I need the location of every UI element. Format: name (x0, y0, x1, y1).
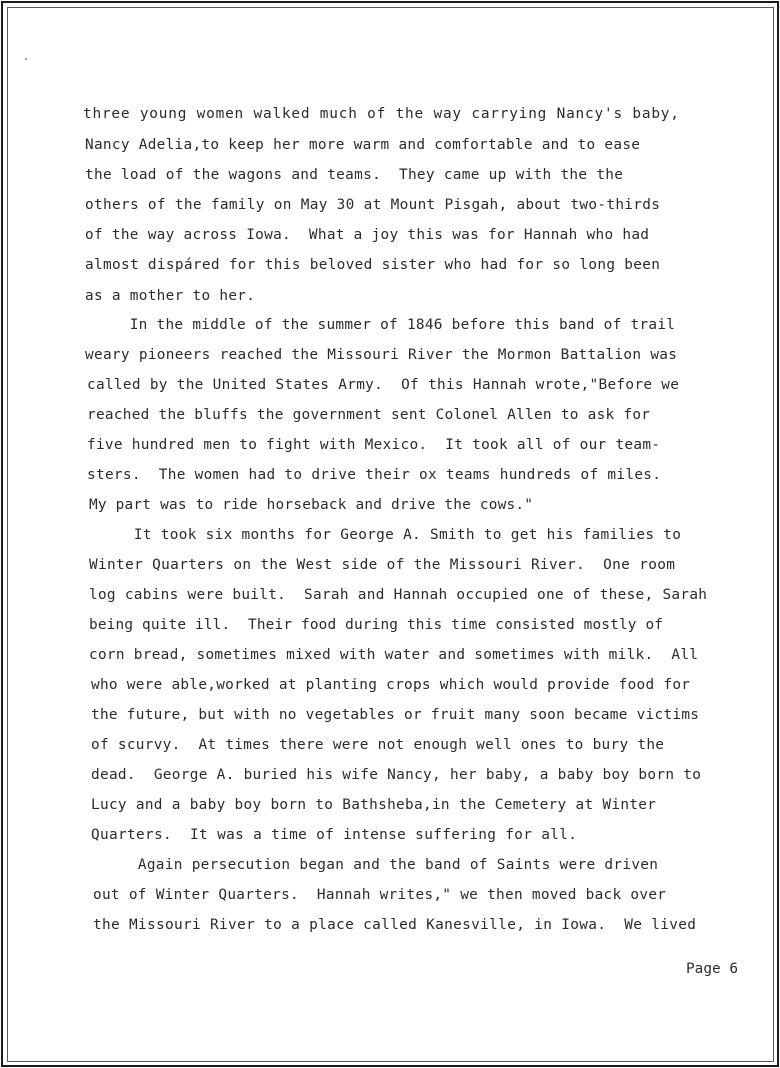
text-line: the Missouri River to a place called Kanesville, in Iowa. We lived (93, 917, 697, 933)
text-line: dead. George A. buried his wife Nancy, her baby, a baby boy born to (91, 767, 702, 783)
text-line: the load of the wagons and teams. They came up with the the (85, 167, 624, 183)
text-line: who were able,worked at planting crops which would provide food for (91, 677, 691, 693)
text-line: of the way across Iowa. What a joy this was for Hannah who had (85, 227, 650, 243)
text-line: Lucy and a baby boy born to Bathsheba,in the Cemetery at Winter (91, 797, 657, 813)
text-line: of scurvy. At times there were not enough well ones to bury the (91, 737, 665, 753)
text-line: Nancy Adelia,to keep her more warm and comfortable and to ease (85, 137, 641, 153)
page-number: Page 6 (686, 961, 738, 977)
text-line: out of Winter Quarters. Hannah writes," we then moved back over (93, 887, 667, 903)
text-line: log cabins were built. Sarah and Hannah occupied one of these, Sarah (89, 587, 708, 603)
text-line: the future, but with no vegetables or fruit many soon became victims (91, 707, 700, 723)
text-line: sters. The women had to drive their ox teams hundreds of miles. (87, 467, 662, 483)
text-line: almost dispáred for this beloved sister who had for so long been (85, 257, 661, 273)
text-line: weary pioneers reached the Missouri River the Mormon Battalion was (85, 347, 678, 363)
text-line: Again persecution began and the band of Saints were driven (93, 857, 659, 873)
text-line: five hundred men to fight with Mexico. It took all of our team- (87, 437, 661, 453)
text-line: others of the family on May 30 at Mount Pisgah, about two-thirds (85, 197, 661, 213)
text-line: Winter Quarters on the West side of the Missouri River. One room (89, 557, 676, 573)
text-line: as a mother to her. (85, 288, 256, 304)
text-line: corn bread, sometimes mixed with water and sometimes with milk. All (89, 647, 699, 663)
text-line: reached the bluffs the government sent Colonel Allen to ask for (87, 407, 651, 423)
text-line: It took six months for George A. Smith to get his families to (89, 527, 682, 543)
text-line: called by the United States Army. Of this Hannah wrote,"Before we (87, 377, 680, 393)
text-line: In the middle of the summer of 1846 before this band of trail (85, 317, 676, 333)
text-line: being quite ill. Their food during this time consisted mostly of (89, 617, 664, 633)
text-line: My part was to ride horseback and drive the cows." (89, 497, 534, 513)
text-line: three young women walked much of the way carrying Nancy's baby, (83, 106, 680, 122)
text-line: Quarters. It was a time of intense suffering for all. (91, 827, 578, 843)
